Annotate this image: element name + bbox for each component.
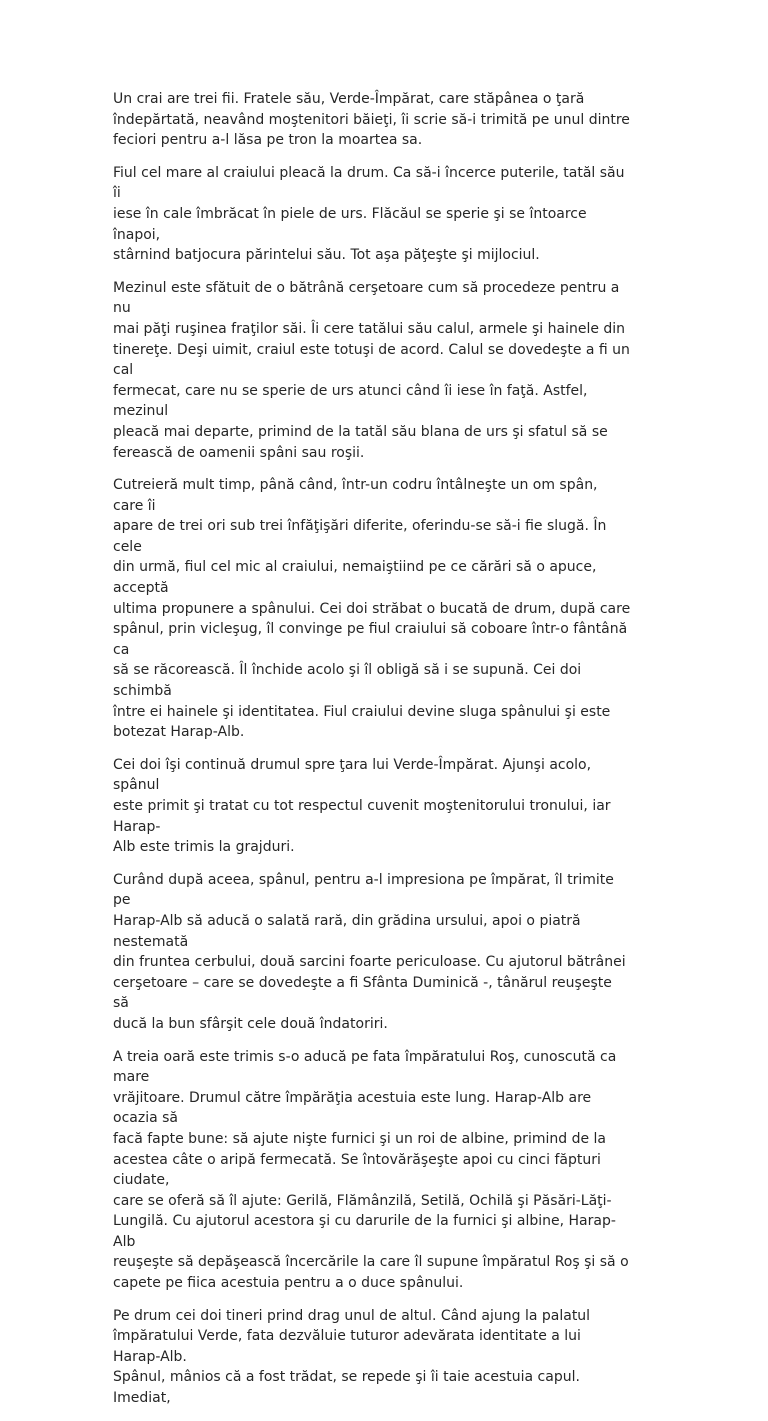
paragraph-5: Cei doi îşi continuă drumul spre ţara lui Verde-Împărat. Ajunşi acolo, spânul este primit şi tratat cu tot respectul cuvenit moştenitorului tronului, iar Harap- Alb este trimis la grajduri. [113,756,611,856]
paragraph-8: Pe drum cei doi tineri prind drag unul de altul. Când ajung la palatul împăratului Verde, fata dezvăluie tuturor adevărata identitate a lui Harap-Alb. Spânul, mânios că a fost trădat, se repede şi îi taie acestuia capul. Imediat, [113,1307,591,1407]
paragraph-4: Cutreieră mult timp, până când, într-un codru întâlneşte un om spân, care îi apare de trei ori sub trei înfăţişări diferite, oferindu-se să-i fie slugă. În cele din urmă, fiul cel mic al craiului, nemaiştiind pe ce cărări să o apuce, acceptă ultima propunere a spânului. Cei doi străbat o bucată de drum, după care spânul, prin vicleşug, îl convinge pe fiul craiului să coboare într-o fântână ca să se răcorească. Îl închide acolo şi îl obligă să i se supună. Cei doi schimbă între ei hainele şi identitatea. Fiul craiului devine sluga spânului şi este botezat Harap-Alb. [113,477,631,741]
paragraph-1: Un crai are trei fii. Fratele său, Verde-Împărat, care stăpânea o ţară îndepărtată, neavând moştenitori băieţi, îi scrie să-i trimită pe unul dintre feciori pentru a-l lăsa pe tron la moartea sa. [113,91,630,149]
paragraph-7: A treia oară este trimis s-o aducă pe fata împăratului Roş, cunoscută ca mare vrăjitoare. Drumul către împărăţia acestuia este lung. Harap-Alb are ocazia să facă fapte bune: să ajute nişte furnici şi un roi de albine, primind de la acestea câte o aripă fermecată. Se întovărăşeşte apoi cu cinci făpturi ciudate, care se oferă să îl ajute: Gerilă, Flămânzilă, Setilă, Ochilă şi Păsări-Lăţi- Lungilă. Cu ajutorul acestora şi cu darurile de la furnici şi albine, Harap-Alb reuşeşte să depăşească încercările la care îl supune împăratul Roş şi să o capete pe fiica acestuia pentru a o duce spânului. [113,1048,629,1292]
paragraph-2: Fiul cel mare al craiului pleacă la drum. Ca să-i încerce puterile, tatăl său îi iese în cale îmbrăcat în piele de urs. Flăcăul se sperie şi se întoarce înapoi, stârnind batjocura părintelui său. Tot aşa păţeşte şi mijlociul. [113,164,625,264]
paragraph-3: Mezinul este sfătuit de o bătrână cerşetoare cum să procedeze pentru a nu mai păţi ruşinea fraţilor săi. Îi cere tatălui său calul, armele şi hainele din tinereţe. Deşi uimit, craiul este totuşi de acord. Calul se dovedeşte a fi un cal fermecat, care nu se sperie de urs atunci când îi iese în faţă. Astfel, mezinul pleacă mai departe, primind de la tatăl său blana de urs şi sfatul să se ferească de oamenii spâni sau roşii. [113,279,630,461]
document-body [113,89,631,1421]
paragraph-6: Curând după aceea, spânul, pentru a-l impresiona pe împărat, îl trimite pe Harap-Alb să aducă o salată rară, din grădina ursului, apoi o piatră nestemată din fruntea cerbului, două sarcini foarte periculoase. Cu ajutorul bătrânei cerşetoare – care se dovedeşte a fi Sfânta Duminică -, tânărul reuşeşte să ducă la bun sfârşit cele două îndatoriri. [113,871,626,1032]
